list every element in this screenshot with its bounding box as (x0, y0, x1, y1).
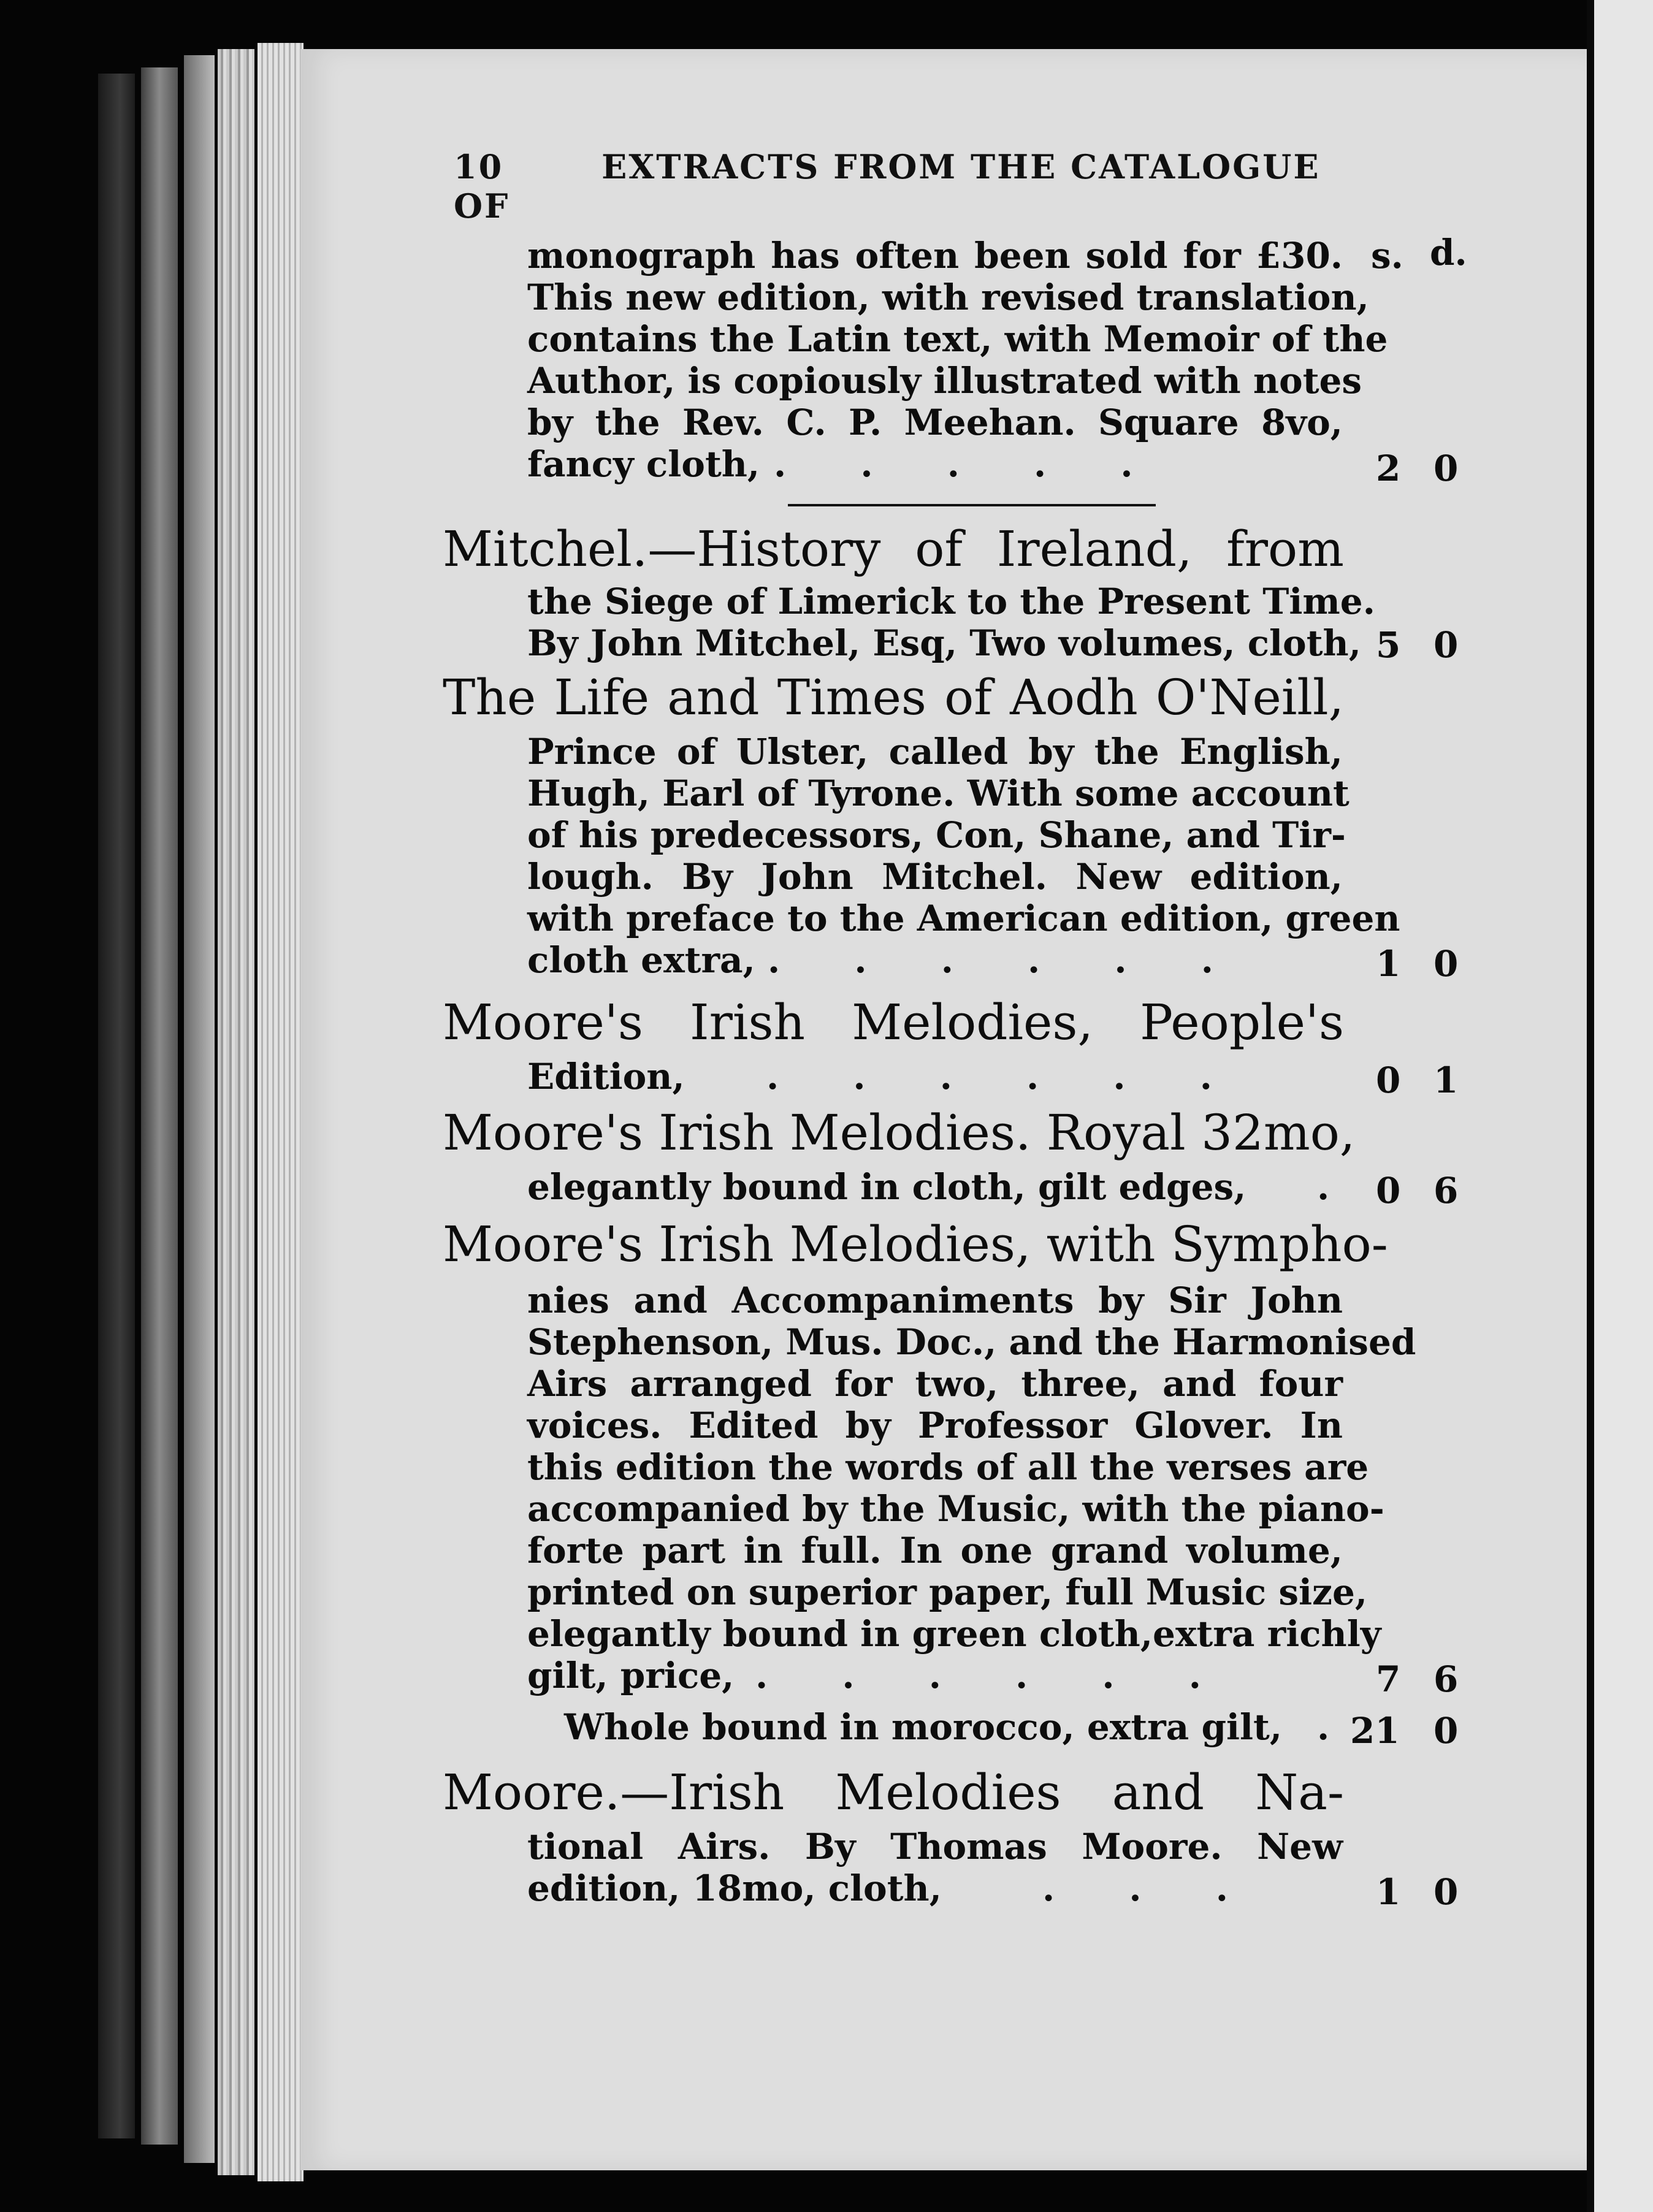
entry-line: nies and Accompaniments by Sir John (527, 1280, 1343, 1321)
entry-line: Hugh, Earl of Tyrone. With some account (527, 772, 1350, 814)
entry-line: voices. Edited by Professor Glover. In (527, 1405, 1343, 1446)
entry-line: lough. By John Mitchel. New edition, (527, 856, 1343, 898)
entry-title: Moore's Irish Melodies, People's (443, 994, 1344, 1051)
price-pence: 0 (1433, 1871, 1459, 1913)
entry-line: elegantly bound in cloth, gilt edges, (527, 1166, 1246, 1208)
entry-line: forte part in full. In one grand volume, (527, 1530, 1343, 1571)
dot-leader: . (1317, 1166, 1330, 1208)
entry-line: accompanied by the Music, with the piano- (527, 1488, 1384, 1530)
entry-line: of his predecessors, Con, Shane, and Tir- (527, 814, 1346, 856)
entry-line: printed on superior paper, full Music size, (527, 1571, 1368, 1613)
price-pence: 0 (1433, 943, 1459, 985)
price-shillings: 0 (1376, 1059, 1401, 1101)
entry-line: this edition the words of all the verses are (527, 1446, 1369, 1488)
page-stack-edge (218, 49, 254, 2175)
facing-page-edge (1594, 0, 1653, 2212)
price-pence: 0 (1433, 624, 1459, 666)
entry-line: the Siege of Limerick to the Present Time. (527, 581, 1375, 622)
entry-title: Moore.—Irish Melodies and Na- (443, 1764, 1344, 1821)
price-shillings: 0 (1376, 1170, 1401, 1211)
dot-leader: . . . (1042, 1867, 1228, 1909)
entry-subline: Whole bound in morocco, extra gilt, (564, 1706, 1283, 1748)
page-number: 10 (454, 147, 504, 186)
price-pence: 1 (1433, 1059, 1459, 1101)
entry-line: fancy cloth, (527, 443, 760, 485)
entry-line: This new edition, with revised translation, (527, 276, 1369, 318)
entry-line: Prince of Ulster, called by the English, (527, 731, 1343, 772)
entry-title: Moore's Irish Melodies, with Sympho- (443, 1216, 1388, 1273)
dot-leader: . . . . . . (768, 939, 1213, 981)
entry-line: By John Mitchel, Esq, Two volumes, cloth, (527, 622, 1361, 664)
entry-title: The Life and Times of Aodh O'Neill, (443, 669, 1344, 726)
price-shillings: 1 (1376, 943, 1401, 985)
entry-line: edition, 18mo, cloth, (527, 1867, 942, 1909)
book-edge (98, 74, 135, 2138)
entry-line: by the Rev. C. P. Meehan. Square 8vo, (527, 402, 1343, 443)
entry-line: tional Airs. By Thomas Moore. New (527, 1826, 1343, 1867)
price-shillings: 5 (1376, 624, 1401, 666)
price-shillings: 21 (1350, 1710, 1400, 1752)
dot-leader: . (1317, 1706, 1330, 1748)
entry-line: Author, is copiously illustrated with notes (527, 360, 1362, 402)
entry-line: with preface to the American edition, green (527, 898, 1400, 939)
entry-title: Moore's Irish Melodies. Royal 32mo, (443, 1104, 1356, 1161)
running-head (454, 147, 1373, 226)
entry-line: contains the Latin text, with Memoir of the (527, 318, 1388, 360)
entry-line: monograph has often been sold for £30. (527, 235, 1343, 276)
dot-leader: . . . . . . (766, 1056, 1212, 1097)
price-shillings: 7 (1376, 1658, 1401, 1700)
price-header-d: d. (1430, 232, 1467, 273)
price-shillings: 1 (1376, 1871, 1401, 1913)
entry-line: cloth extra, (527, 939, 755, 981)
price-pence: 6 (1433, 1170, 1459, 1211)
entry-line: Stephenson, Mus. Doc., and the Harmonised (527, 1321, 1416, 1363)
entry-title: Mitchel.—History of Ireland, from (443, 521, 1344, 578)
price-shillings: 2 (1376, 448, 1401, 489)
dot-leader: . . . . . (774, 443, 1133, 485)
section-rule (788, 504, 1156, 506)
running-head-title: EXTRACTS FROM THE CATALOGUE OF (454, 147, 1321, 226)
price-pence: 6 (1433, 1658, 1459, 1700)
dot-leader: . . . . . . (755, 1655, 1201, 1696)
price-header-s: s. (1371, 235, 1403, 276)
price-pence: 0 (1433, 448, 1459, 489)
price-pence: 0 (1433, 1710, 1459, 1752)
page-stack-edge (258, 43, 303, 2181)
book-edge (184, 55, 215, 2163)
book-edge (141, 67, 178, 2145)
entry-line: Edition, (527, 1056, 685, 1097)
entry-line: elegantly bound in green cloth,extra richly (527, 1613, 1381, 1655)
entry-line: gilt, price, (527, 1655, 735, 1696)
entry-line: Airs arranged for two, three, and four (527, 1363, 1343, 1405)
